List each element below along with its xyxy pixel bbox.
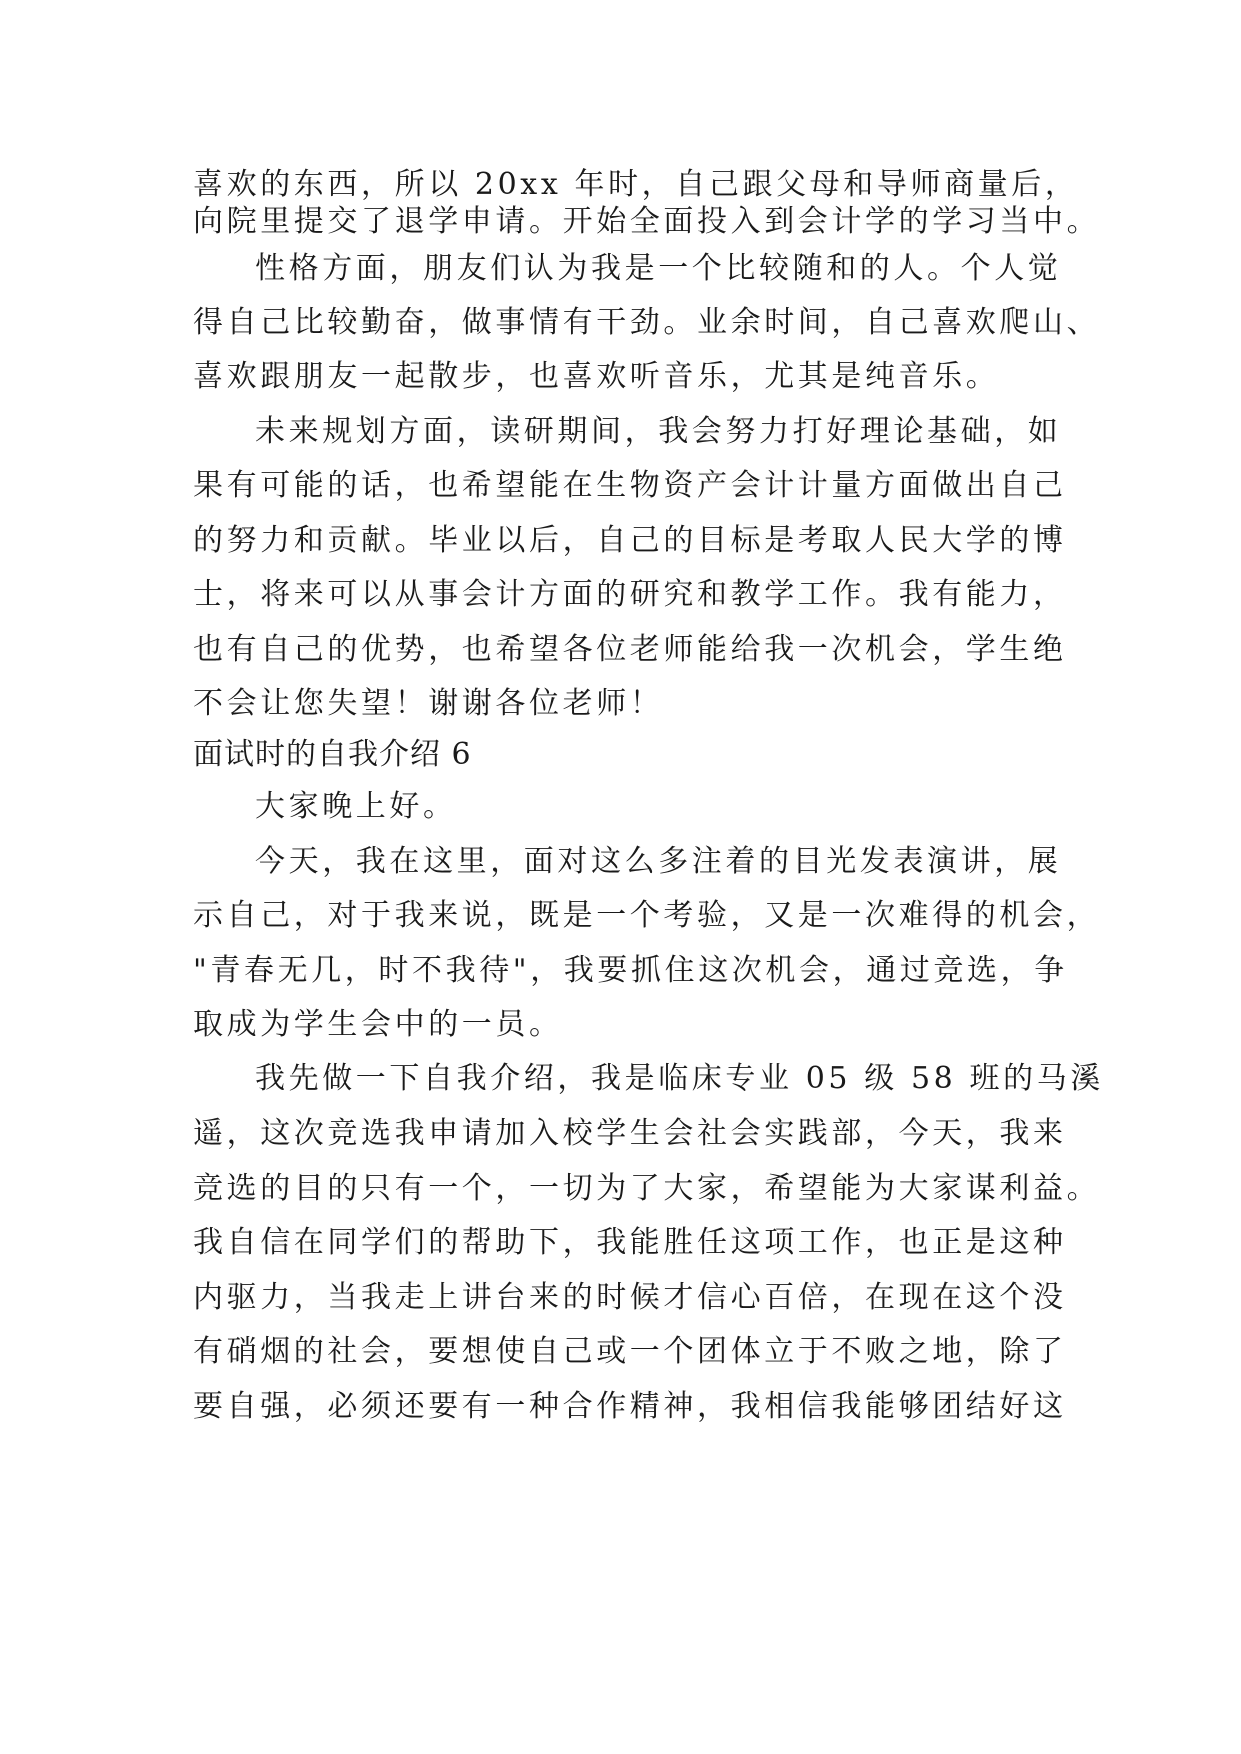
text-line: 的努力和贡献。毕业以后，自己的目标是考取人民大学的博 [193,523,1067,558]
text-line: 得自己比较勤奋，做事情有干劲。业余时间，自己喜欢爬山、 [193,305,1101,340]
paragraph-start-line: 未来规划方面，读研期间，我会努力打好理论基础，如 [255,414,1062,449]
text-line: 遥，这次竞选我申请加入校学生会社会实践部，今天，我来 [193,1116,1067,1151]
paragraph-start-line: 今天，我在这里，面对这么多注着的目光发表演讲，展 [255,844,1062,879]
text-line: "青春无几，时不我待"，我要抓住这次机会，通过竞选，争 [193,953,1068,988]
text-line: 取成为学生会中的一员。 [193,1007,563,1042]
text-line: 竞选的目的只有一个，一切为了大家，希望能为大家谋利益。 [193,1171,1101,1206]
text-line: 我自信在同学们的帮助下，我能胜任这项工作，也正是这种 [193,1225,1067,1260]
text-line: 不会让您失望！谢谢各位老师！ [193,686,664,721]
paragraph-start-line: 性格方面，朋友们认为我是一个比较随和的人。个人觉 [255,251,1062,286]
section-heading: 面试时的自我介绍 6 [193,737,472,772]
text-line: 内驱力，当我走上讲台来的时候才信心百倍，在现在这个没 [193,1280,1067,1315]
paragraph-start-line: 大家晚上好。 [255,789,457,824]
text-line: 有硝烟的社会，要想使自己或一个团体立于不败之地，除了 [193,1334,1067,1369]
text-line: 士，将来可以从事会计方面的研究和教学工作。我有能力， [193,577,1067,612]
paragraph-start-line: 我先做一下自我介绍，我是临床专业 05 级 58 班的马溪 [255,1061,1104,1096]
text-line: 果有可能的话，也希望能在生物资产会计计量方面做出自己 [193,468,1067,503]
text-line: 要自强，必须还要有一种合作精神，我相信我能够团结好这 [193,1389,1067,1424]
text-line: 喜欢的东西，所以 20xx 年时，自己跟父母和导师商量后， [193,167,1079,202]
text-line: 向院里提交了退学申请。开始全面投入到会计学的学习当中。 [193,204,1101,239]
text-line: 示自己，对于我来说，既是一个考验，又是一次难得的机会， [193,898,1101,933]
text-line: 也有自己的优势，也希望各位老师能给我一次机会，学生绝 [193,632,1067,667]
text-line: 喜欢跟朋友一起散步，也喜欢听音乐，尤其是纯音乐。 [193,359,1000,394]
